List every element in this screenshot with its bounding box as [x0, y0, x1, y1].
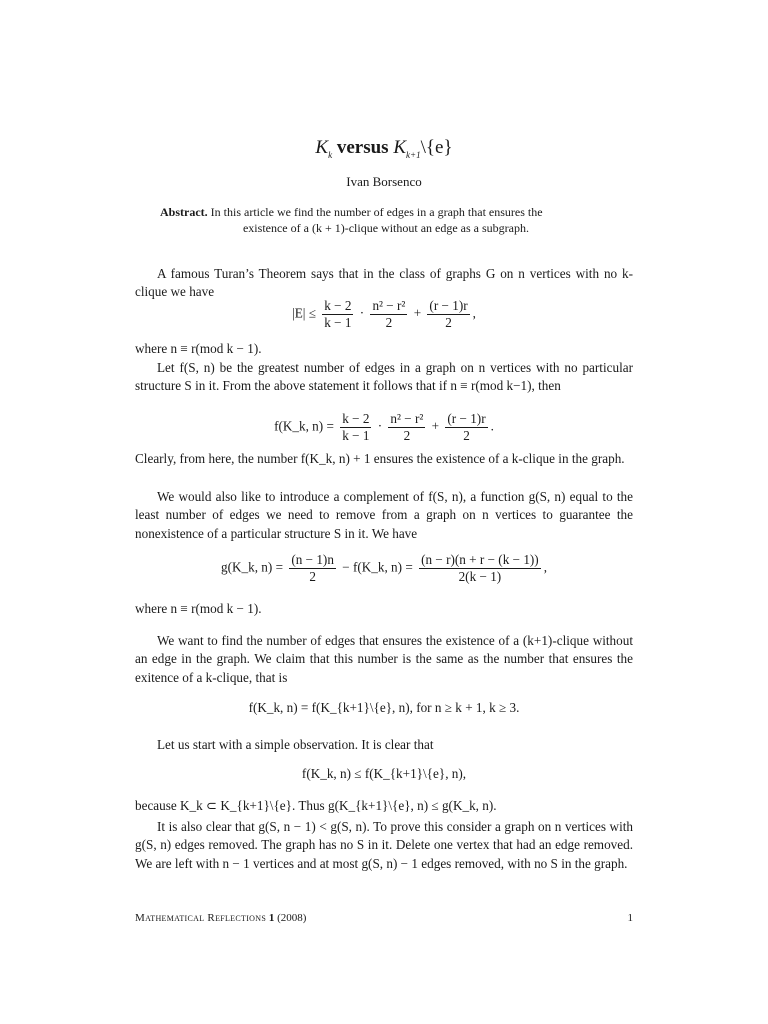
eq3-fraction-1: $\frac{(n - 1)n}{2}$: [291, 552, 334, 584]
title-k2-sub: k+1: [406, 149, 421, 160]
title-versus: versus: [336, 137, 389, 158]
abstract-line-2: existence of a (k + 1)-clique without an edge as a subgraph.: [242, 221, 529, 235]
eq2-lhs: f(K_k, n) =: [274, 418, 334, 434]
page-number: 1: [627, 912, 633, 924]
paragraph-2: where n ≡ r(mod k − 1).: [135, 341, 262, 356]
equation-2: f(K_k, n) = $\frac{k - 2}{k - 1}$ · $\frac{\text{n² − r²}}{2}$ + $\frac{(r - 1)r}{2}$ .: [274, 411, 494, 443]
eq1-lhs: |E| ≤: [292, 305, 316, 321]
paragraph-10: It is also clear that g(S, n − 1) < g(S, n). To prove this consider a graph on n vertices with g(S, n) edges removed. The graph has no S in it. Delete one vertex that had an edge removed. We are left with n − 1 vertices and at most g(S, n) − 1 edges removed, with no S in the graph.: [135, 819, 633, 871]
eq2-fraction-3: $\frac{(r - 1)r}{2}$: [447, 411, 486, 443]
title-k-sub: k: [328, 149, 333, 160]
journal-year: (2008): [277, 912, 307, 924]
page-footer: [135, 912, 633, 924]
eq1-fraction-3: $\frac{(r - 1)r}{2}$: [429, 298, 468, 330]
title-rest: \{e}: [420, 137, 453, 158]
eq3-lhs: g(K_k, n) =: [221, 559, 284, 575]
abstract-line-1: In this article we find the number of edges in a graph that ensures the: [210, 205, 543, 219]
title-k: K: [315, 137, 329, 158]
equation-3: g(K_k, n) = $\frac{(n - 1)n}{2}$ − f(K_k, n) = $\frac{(n - r)(n + r - (k - 1))}{2(k - 1)}$ ,: [221, 552, 547, 584]
eq2-fraction-1: $\frac{k - 2}{k - 1}$: [342, 411, 370, 443]
eq2-fraction-2: $\frac{\text{n² − r²}}{2}$: [390, 411, 424, 443]
eq1-fraction-1: $\frac{k - 2}{k - 1}$: [324, 298, 352, 330]
abstract-label: Abstract.: [160, 205, 208, 219]
paragraph-6: where n ≡ r(mod k − 1).: [135, 601, 262, 616]
journal-name: Mathematical Reflections: [135, 912, 267, 924]
eq3-fraction-2: $\frac{(n - r)(n + r - (k - 1))}{2(k - 1)}$: [421, 552, 539, 584]
paragraph-5: We would also like to introduce a complement of f(S, n), a function g(S, n) equal to the least number of edges we need to remove from a graph on n vertices to guarantee the nonexistence of a particular structure S in it. We have: [135, 489, 633, 541]
paragraph-9: because K_k ⊂ K_{k+1}\{e}. Thus g(K_{k+1}\{e}, n) ≤ g(K_k, n).: [135, 798, 497, 813]
equation-5: f(K_k, n) ≤ f(K_{k+1}\{e}, n),: [301, 766, 467, 781]
paragraph-3: Let f(S, n) be the greatest number of edges in a graph on n vertices with no particular structure S in it. From the above statement it follows that if n ≡ r(mod k−1), then: [135, 360, 633, 394]
paragraph-8: Let us start with a simple observation. It is clear that: [157, 737, 434, 752]
title-k2: K: [393, 137, 407, 158]
abstract: [160, 204, 612, 236]
equation-1: |E| ≤ $\frac{k - 2}{k - 1}$ · $\frac{\text{n² − r²}}{2}$ + $\frac{(r - 1)r}{2}$ ,: [292, 298, 476, 330]
author: Ivan Borsenco: [346, 174, 422, 189]
paragraph-1: A famous Turan’s Theorem says that in the class of graphs G on n vertices with no k-clique we have: [135, 266, 633, 300]
paragraph-4: Clearly, from here, the number f(K_k, n) + 1 ensures the existence of a k-clique in the graph.: [135, 451, 625, 466]
equation-4: f(K_k, n) = f(K_{k+1}\{e}, n), for n ≥ k + 1, k ≥ 3.: [248, 700, 520, 715]
journal-volume: 1: [268, 912, 275, 924]
eq1-fraction-2: $\frac{\text{n² − r²}}{2}$: [372, 298, 406, 330]
paragraph-7: We want to find the number of edges that ensures the existence of a (k+1)-clique without an edge in the graph. We claim that this number is the same as the number that ensures the exitence of a k-clique, that is: [135, 633, 633, 685]
paper-title: [0, 134, 768, 162]
